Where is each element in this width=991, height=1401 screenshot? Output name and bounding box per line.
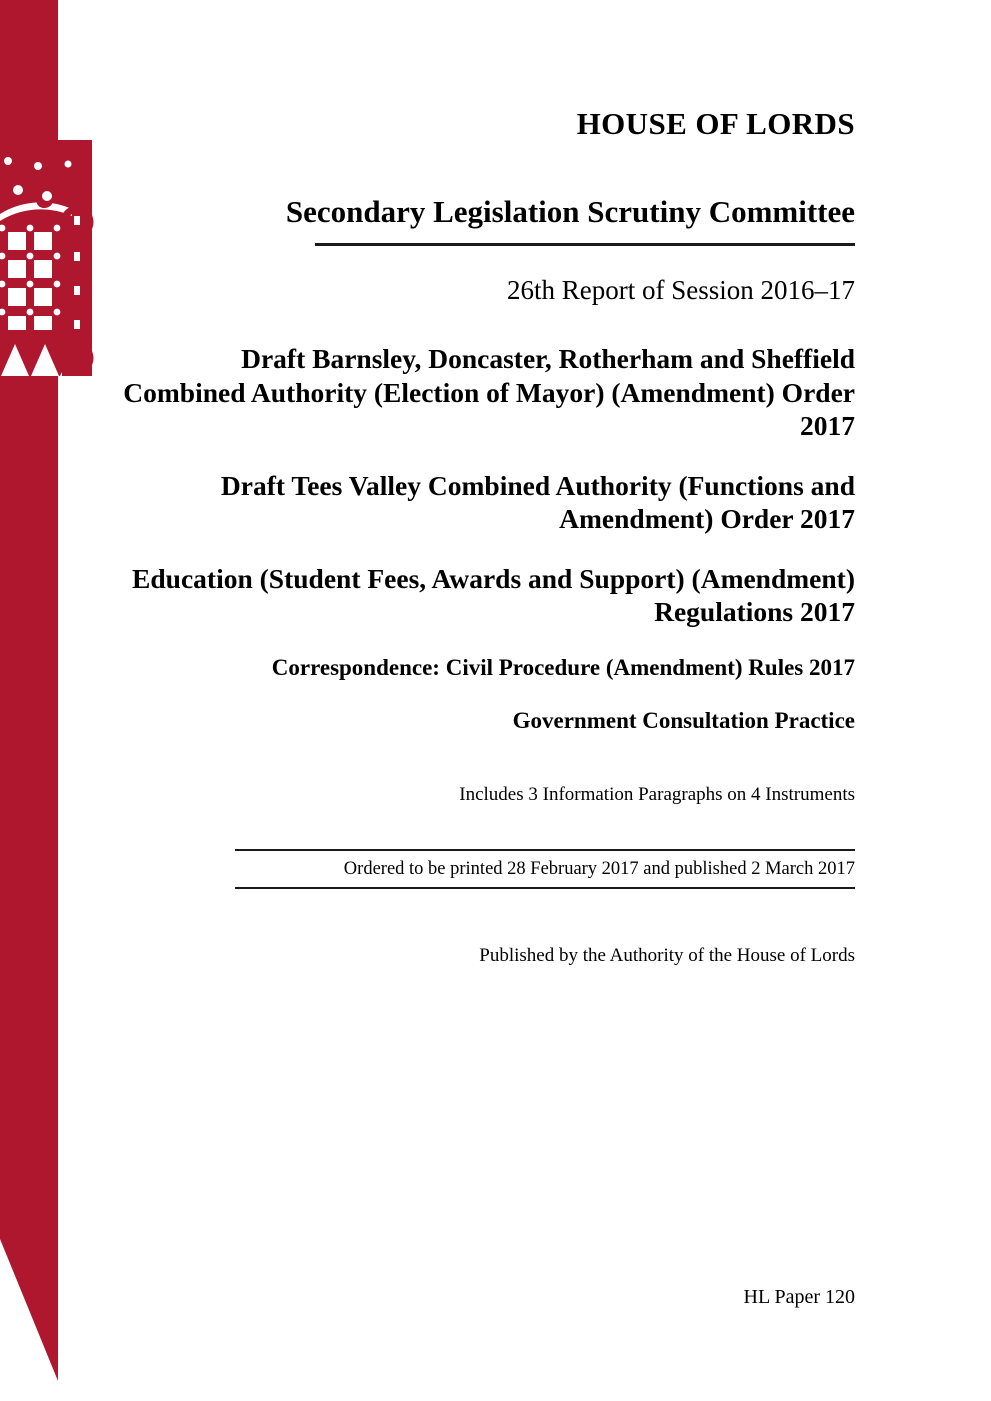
house-title: HOUSE OF LORDS — [576, 106, 855, 141]
banner-shape — [0, 0, 58, 1381]
session-line: 26th Report of Session 2016–17 — [507, 274, 855, 305]
instrument-title-4: Correspondence: Civil Procedure (Amendment) Rules 2017 — [271, 654, 855, 680]
ordered-line: Ordered to be printed 28 February 2017 and published 2 March 2017 — [343, 858, 855, 879]
published-by-line: Published by the Authority of the House of Lords — [479, 944, 855, 966]
instrument-title-2: Draft Tees Valley Combined Authority (Functions and Amendment) Order 2017 — [220, 469, 855, 535]
cover-content — [120, 0, 855, 1401]
instrument-title-5: Government Consultation Practice — [512, 708, 855, 734]
paper-number: HL Paper 120 — [743, 1286, 855, 1308]
crowned-portcullis-icon — [0, 140, 92, 376]
committee-name: Secondary Legislation Scrutiny Committee — [285, 194, 855, 230]
instrument-title-3: Education (Student Fees, Awards and Support) (Amendment) Regulations 2017 — [132, 562, 855, 628]
ordered-block — [235, 849, 855, 889]
includes-line: Includes 3 Information Paragraphs on 4 Instruments — [459, 783, 855, 805]
instrument-title-1: Draft Barnsley, Doncaster, Rotherham and Sheffield Combined Authority (Election of Mayor) (Amendment) Order 2017 — [123, 343, 855, 442]
